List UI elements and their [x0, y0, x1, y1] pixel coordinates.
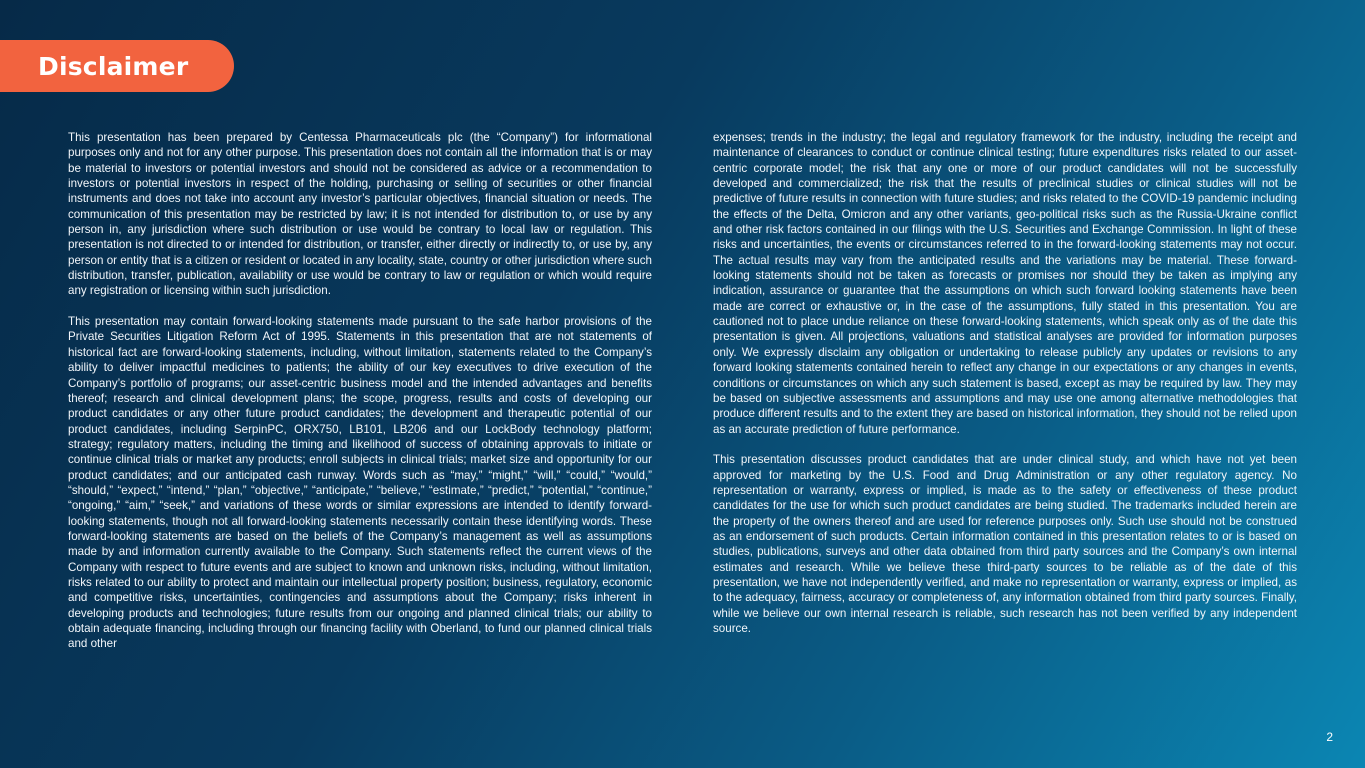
paragraph-forward-looking-continued: expenses; trends in the industry; the legal and regulatory framework for the industry, including the receipt and maintenance of clearances to conduct or continue clinical testing; future expenditures risks related to our asset-centric corporate model; the risk that any one or more of our product candidates will not be successfully developed and commercialized; the risk that the results of preclinical studies or clinical studies will not be predictive of future results in connection with future studies; and risks related to the COVID-19 pandemic including the effects of the Delta, Omicron and any other variants, geo-political risks such as the Russia-Ukraine conflict and other risk factors contained in our filings with the U.S. Securities and Exchange Commission. In light of these risks and uncertainties, the events or circumstances referred to in the forward-looking statements may not occur. The actual results may vary from the anticipated results and the variations may be material. These forward-looking statements should not be taken as forecasts or promises nor should they be taken as implying any indication, assurance or guarantee that the assumptions on which such forward looking statements have been made are correct or exhaustive or, in the case of the assumptions, fully stated in this presentation. You are cautioned not to place undue reliance on these forward-looking statements, which speak only as of the date this presentation is given. All projections, valuations and statistical analyses are provided for information purposes only. We expressly disclaim any obligation or undertaking to release publicly any updates or revisions to any forward looking statements contained herein to reflect any change in our expectations or any changes in events, conditions or circumstances on which any such statement is based, except as may be required by law. They may be based on subjective assessments and assumptions and may use one among alternative methodologies that produce different results and to the extent they are based on historical information, they should not be relied upon as an accurate prediction of future performance.: [713, 131, 1297, 436]
title-banner: [0, 40, 234, 92]
page-number: 2: [1326, 730, 1333, 744]
page-title: Disclaimer: [38, 51, 189, 81]
disclaimer-right-column: [713, 130, 1297, 652]
paragraph-distribution: This presentation has been prepared by Centessa Pharmaceuticals plc (the “Company”) for informational purposes only and not for any other purpose. This presentation does not contain all the information that is or may be material to investors or potential investors and should not be considered as advice or a recommendation to investors or potential investors in respect of the holding, purchasing or selling of securities or other financial instruments and does not take into account any investor’s particular objectives, financial situation or needs. The communication of this presentation may be restricted by law; it is not intended for distribution to, or use by any person in, any jurisdiction where such distribution or use would be contrary to local law or regulation. This presentation is not directed to or intended for distribution, or transfer, either directly or indirectly to, or use by, any person or entity that is a citizen or resident or located in any locality, state, country or other jurisdiction where such distribution, transfer, publication, availability or use would be contrary to law or regulation or which would require any registration or licensing within such jurisdiction.: [68, 131, 652, 298]
paragraph-product-candidates: This presentation discusses product candidates that are under clinical study, and which have not yet been approved for marketing by the U.S. Food and Drug Administration or any other regulatory agency. No representation or warranty, express or implied, is made as to the safety or effectiveness of these product candidates for the use for which such product candidates are being studied. The trademarks included herein are the property of the owners thereof and are used for reference purposes only. Such use should not be construed as an endorsement of such products. Certain information contained in this presentation relates to or is based on studies, publications, surveys and other data obtained from third party sources and the Company’s own internal estimates and research. While we believe these third-party sources to be reliable as of the date of this presentation, we have not independently verified, and make no representation or warranty, express or implied, as to the adequacy, fairness, accuracy or completeness of, any information obtained from third party sources. Finally, while we believe our own internal research is reliable, such research has not been verified by any independent source.: [713, 453, 1297, 635]
paragraph-forward-looking: This presentation may contain forward-looking statements made pursuant to the safe harbor provisions of the Private Securities Litigation Reform Act of 1995. Statements in this presentation that are not statements of historical fact are forward-looking statements, including, without limitation, statements related to the Company’s ability to deliver impactful medicines to patients; the ability of our key executives to drive execution of the Company’s portfolio of programs; our asset-centric business model and the intended advantages and benefits thereof; research and clinical development plans; the scope, progress, results and costs of developing our product candidates or any other future product candidates; the development and therapeutic potential of our product candidates, including SerpinPC, ORX750, LB101, LB206 and our LockBody technology platform; strategy; regulatory matters, including the timing and likelihood of success of obtaining approvals to initiate or continue clinical trials or market any products; enroll subjects in clinical trials; market size and opportunity for our product candidates; and our anticipated cash runway. Words such as “may,” “might,” “will,” “could,” “would,” “should,” “expect,” “intend,” “plan,” “objective,” “anticipate,” “believe,” “estimate,” “predict,” “potential,” “continue,” “ongoing,” “aim,” “seek,” and variations of these words or similar expressions are intended to identify forward-looking statements, though not all forward-looking statements necessarily contain these identifying words. These forward-looking statements are based on the beliefs of the Company’s management as well as assumptions made by and information currently available to the Company. Such statements reflect the current views of the Company with respect to future events and are subject to known and unknown risks, including, without limitation, risks related to our ability to protect and maintain our intellectual property position; business, regulatory, economic and competitive risks, uncertainties, contingencies and assumptions about the Company; risks inherent in developing products and technologies; future results from our ongoing and planned clinical trials; our ability to obtain adequate financing, including through our financing facility with Oberland, to fund our planned clinical trials and other: [68, 315, 652, 651]
disclaimer-left-column: [68, 130, 652, 667]
